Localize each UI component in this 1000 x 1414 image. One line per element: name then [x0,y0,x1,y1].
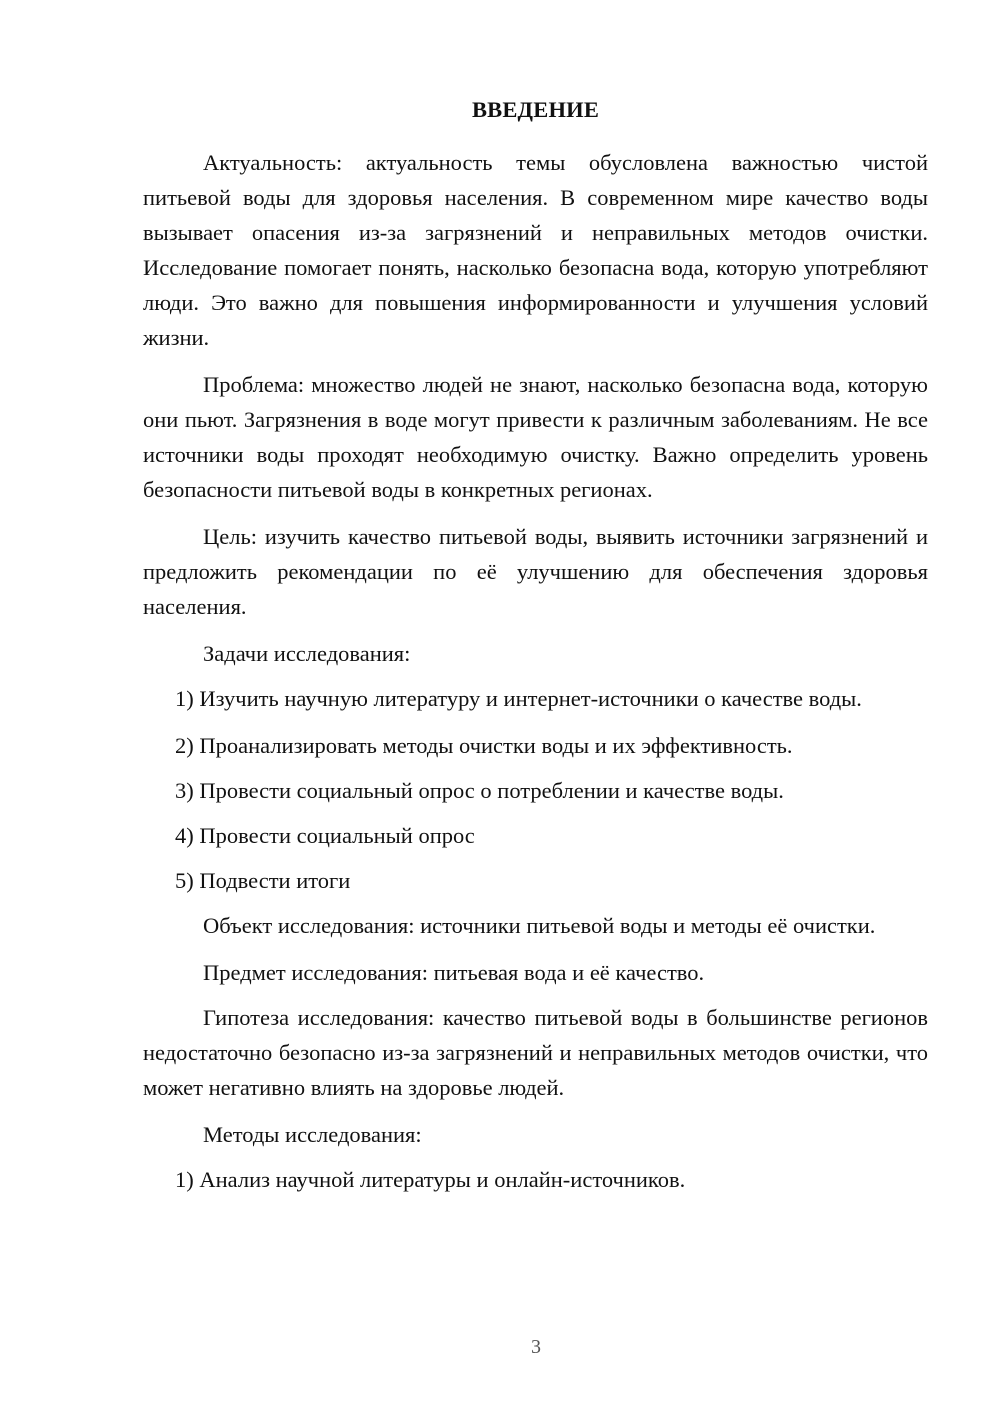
page-number: 3 [531,1336,541,1358]
page-title: ВВЕДЕНИЕ [471,97,600,122]
relevance-paragraph: Актуальность: актуальность темы обусловлена важностью чистой питьевой воды для здоровья населения. В современном мире качество воды вызывает опасения из-за загрязнений и неправильных методов очистки. Исследование помогает понять, насколько безопасна вода, которую употребляют люди. Это важно для повышения информированности и улучшения условий жизни. [143,150,928,350]
goal-paragraph: Цель: изучить качество питьевой воды, выявить источники загрязнений и предложить рекомендации по её улучшению для обеспечения здоровья населения. [143,524,928,619]
tasks-heading: Задачи исследования: [203,641,411,666]
method-item-1: 1) Анализ научной литературы и онлайн-источников. [175,1167,686,1192]
problem-paragraph: Проблема: множество людей не знают, насколько безопасна вода, которую они пьют. Загрязнения в воде могут привести к различным заболеваниям. Не все источники воды проходят необходимую очистку. Важно определить уровень безопасности питьевой воды в конкретных регионах. [143,372,928,502]
subject-paragraph: Предмет исследования: питьевая вода и её качество. [203,960,705,985]
task-item-5: 5) Подвести итоги [175,868,351,893]
task-item-1: 1) Изучить научную литературу и интернет-источники о качестве воды. [175,686,862,711]
task-item-4: 4) Провести социальный опрос [175,823,475,848]
task-item-2: 2) Проанализировать методы очистки воды и их эффективность. [175,733,793,758]
methods-heading: Методы исследования: [203,1122,422,1147]
page-content [143,95,928,1207]
task-item-3: 3) Провести социальный опрос о потреблении и качестве воды. [175,778,784,803]
object-paragraph: Объект исследования: источники питьевой воды и методы её очистки. [203,913,876,938]
hypothesis-paragraph: Гипотеза исследования: качество питьевой воды в большинстве регионов недостаточно безопасно из-за загрязнений и неправильных методов очистки, что может негативно влиять на здоровье людей. [143,1005,928,1100]
